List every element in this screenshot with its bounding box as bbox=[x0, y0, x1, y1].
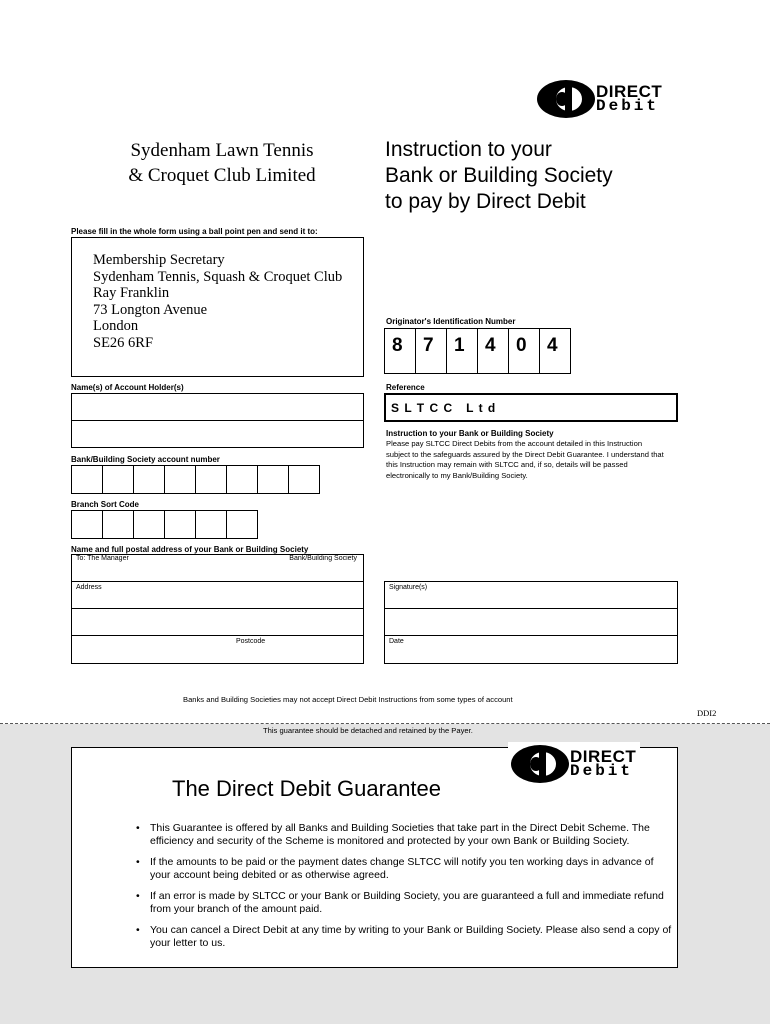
instruction-title-line1: Instruction to your bbox=[385, 138, 552, 161]
address-line: Membership Secretary bbox=[93, 252, 225, 268]
sort-code-cells[interactable] bbox=[71, 510, 257, 539]
sort-code-digit-cell[interactable] bbox=[102, 510, 134, 539]
address-line: 73 Longton Avenue bbox=[93, 301, 208, 318]
logo-line1: DIRECT bbox=[570, 747, 637, 766]
reference-value: S L T C C L t d bbox=[391, 401, 497, 415]
guarantee-bullet: • This Guarantee is offered by all Banks and Building Societies that take part in the Direct Debit Scheme. The efficiency and security of the Scheme is monitored and protected by your own Bank or Building Society. bbox=[134, 822, 674, 847]
account-digit-cell[interactable] bbox=[288, 465, 320, 494]
account-digit-cell[interactable] bbox=[257, 465, 289, 494]
sort-code-digit-cell[interactable] bbox=[133, 510, 165, 539]
club-name-line2: & Croquet Club Limited bbox=[128, 165, 316, 186]
account-digit-cell[interactable] bbox=[226, 465, 258, 494]
guarantee-bullet: • If an error is made by SLTCC or your Bank or Building Society, you are guaranteed a full and immediate refund from your branch of the amount paid. bbox=[134, 890, 674, 915]
guarantee-logo-text bbox=[570, 749, 636, 779]
account-number-label: Bank/Building Society account number bbox=[71, 455, 220, 464]
guarantee-bullet: • You can cancel a Direct Debit at any time by writing to your Bank or Building Society. Please also send a copy of your letter to us. bbox=[134, 924, 674, 949]
logo-line2: Debit bbox=[570, 762, 634, 780]
instruction-title bbox=[385, 137, 613, 215]
bank-society-label: Bank/Building Society bbox=[289, 555, 357, 562]
date-field[interactable] bbox=[384, 635, 678, 664]
direct-debit-logo bbox=[536, 79, 662, 119]
signature-field-2[interactable] bbox=[384, 608, 678, 636]
originator-digit: 8 bbox=[384, 328, 416, 374]
instruction-heading: Instruction to your Bank or Building Society bbox=[386, 429, 554, 438]
originator-label: Originator's Identification Number bbox=[386, 317, 516, 326]
direct-debit-logo-icon bbox=[536, 79, 596, 119]
originator-digit: 0 bbox=[508, 328, 540, 374]
guarantee-bullet: • If the amounts to be paid or the payment dates change SLTCC will notify you ten working days in advance of your account being debited or as otherwise agreed. bbox=[134, 856, 674, 881]
bank-address-field-2[interactable] bbox=[71, 608, 364, 636]
detach-note: This guarantee should be detached and retained by the Payer. bbox=[263, 726, 473, 735]
bank-name-field[interactable] bbox=[71, 554, 364, 582]
sort-code-digit-cell[interactable] bbox=[164, 510, 196, 539]
account-holder-field-2[interactable] bbox=[71, 420, 364, 448]
sort-code-label: Branch Sort Code bbox=[71, 500, 140, 509]
send-to-label: Please fill in the whole form using a ball point pen and send it to: bbox=[71, 227, 318, 236]
account-digit-cell[interactable] bbox=[195, 465, 227, 494]
sort-code-digit-cell[interactable] bbox=[71, 510, 103, 539]
address-label: Address bbox=[76, 584, 102, 591]
originator-digit: 4 bbox=[539, 328, 571, 374]
bank-address-field-3[interactable] bbox=[71, 635, 364, 664]
instruction-title-line3: to pay by Direct Debit bbox=[385, 190, 586, 213]
originator-digit: 7 bbox=[415, 328, 447, 374]
sort-code-digit-cell[interactable] bbox=[195, 510, 227, 539]
account-holder-label: Name(s) of Account Holder(s) bbox=[71, 383, 184, 392]
address-line: SE26 6RF bbox=[93, 334, 154, 351]
address-line: Ray Franklin bbox=[93, 285, 170, 301]
reference-field[interactable] bbox=[384, 393, 678, 422]
account-digit-cell[interactable] bbox=[102, 465, 134, 494]
originator-digit: 4 bbox=[477, 328, 509, 374]
reference-label: Reference bbox=[386, 383, 425, 392]
address-line: London bbox=[93, 318, 139, 334]
instruction-body: Please pay SLTCC Direct Debits from the account detailed in this Instruction subject to the safeguards assured by the Direct Debit Guarantee. I understand that this Instruction may remain with SLTCC and, if so, details will be passed electronically to my Bank/Building Society. bbox=[386, 439, 664, 480]
signature-label: Signature(s) bbox=[389, 584, 428, 591]
guarantee-box bbox=[71, 747, 678, 968]
signature-field-1[interactable] bbox=[384, 581, 678, 609]
guarantee-title: The Direct Debit Guarantee bbox=[172, 776, 442, 801]
sort-code-digit-cell[interactable] bbox=[226, 510, 258, 539]
to-manager-label: To: The Manager bbox=[76, 555, 129, 562]
logo-line1: DIRECT bbox=[596, 82, 663, 101]
account-holder-field-1[interactable] bbox=[71, 393, 364, 421]
postcode-label: Postcode bbox=[236, 638, 266, 645]
account-digit-cell[interactable] bbox=[164, 465, 196, 494]
instruction-title-line2: Bank or Building Society bbox=[385, 164, 613, 187]
account-digit-cell[interactable] bbox=[71, 465, 103, 494]
club-name bbox=[92, 138, 352, 188]
instruction-block bbox=[386, 429, 668, 481]
guarantee-logo bbox=[508, 742, 640, 786]
account-number-cells[interactable] bbox=[71, 465, 319, 494]
send-to-address bbox=[93, 252, 342, 351]
direct-debit-logo-text bbox=[596, 84, 662, 114]
form-code: DDI2 bbox=[697, 708, 717, 718]
club-name-line1: Sydenham Lawn Tennis bbox=[130, 140, 314, 161]
send-to-address-box bbox=[71, 237, 364, 377]
bank-address-field-1[interactable] bbox=[71, 581, 364, 609]
guarantee-list bbox=[134, 822, 674, 958]
logo-line2: Debit bbox=[596, 97, 660, 115]
address-line: Sydenham Tennis, Squash & Croquet Club bbox=[93, 268, 343, 285]
footer-note: Banks and Building Societies may not accept Direct Debit Instructions from some types of account bbox=[183, 695, 513, 704]
direct-debit-logo-icon bbox=[510, 744, 570, 784]
date-label: Date bbox=[389, 638, 404, 645]
bank-address-label: Name and full postal address of your Bank or Building Society bbox=[71, 545, 309, 554]
account-digit-cell[interactable] bbox=[133, 465, 165, 494]
originator-digit: 1 bbox=[446, 328, 478, 374]
originator-id-cells bbox=[384, 328, 570, 374]
